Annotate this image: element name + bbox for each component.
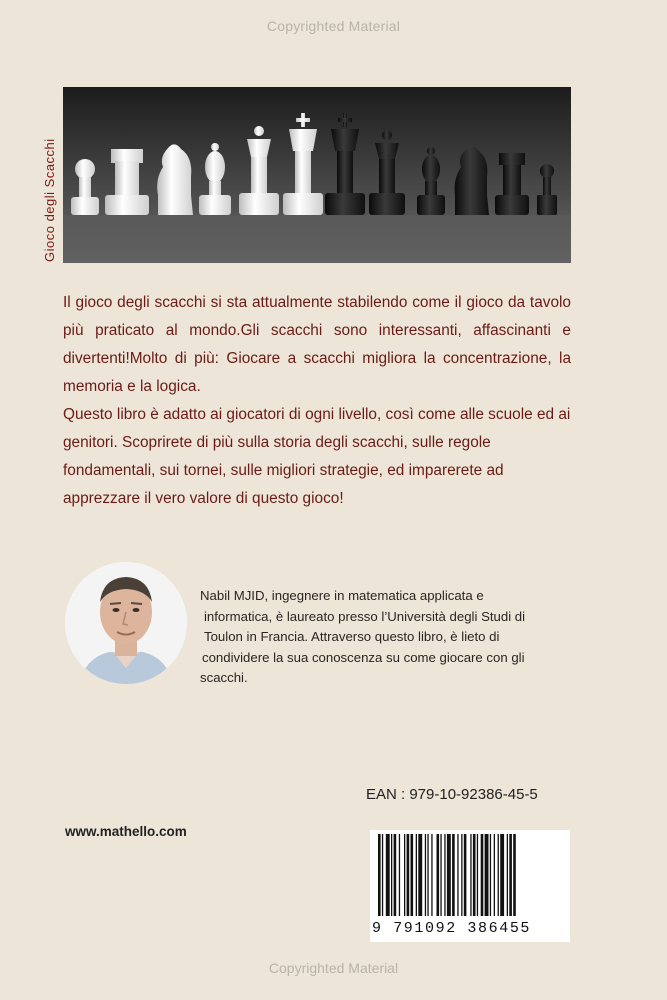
author-photo bbox=[65, 562, 187, 684]
description-paragraph-2: Questo libro è adatto ai giocatori di ogni livello, così come alle scuole ed ai genitori. Scoprirete di più sulla storia degli scacchi, sulle regole fondamentali, sui tornei, sulle migliori strategie, ed imparerete ad apprezzare il vero valore di questo gioco! bbox=[63, 406, 571, 507]
author-bio-line: Toulon in Francia. Attraverso questo libro, è lieto di bbox=[204, 629, 500, 644]
barcode-digits: 9 791092 386455 bbox=[372, 920, 532, 937]
chess-pieces-photo bbox=[63, 87, 571, 263]
copyright-watermark-top: Copyrighted Material bbox=[266, 18, 401, 34]
author-bio-line: Nabil MJID, ingegnere in matematica applicata e bbox=[200, 588, 484, 603]
author-bio bbox=[200, 586, 530, 689]
author-bio-line: informatica, è laureato presso l’Università degli Studi di bbox=[204, 608, 526, 624]
author-bio-line: scacchi. bbox=[200, 670, 248, 685]
description-paragraph-1: Il gioco degli scacchi si sta attualmente stabilendo come il gioco da tavolo più praticato al mondo.Gli scacchi sono interessanti, affascinanti e divertenti!Molto di più: Giocare a scacchi migliora la concentrazione, la memoria e la logica. bbox=[63, 294, 571, 395]
author-bio-line: condividere la sua conoscenza su come giocare con gli bbox=[202, 649, 525, 665]
spine-title: Gioco degli Scacchi bbox=[42, 138, 57, 262]
ean-number: EAN : 979-10-92386-45-5 bbox=[366, 786, 538, 803]
copyright-watermark-bottom: Copyrighted Material bbox=[268, 960, 399, 976]
publisher-website: www.mathello.com bbox=[65, 824, 187, 839]
